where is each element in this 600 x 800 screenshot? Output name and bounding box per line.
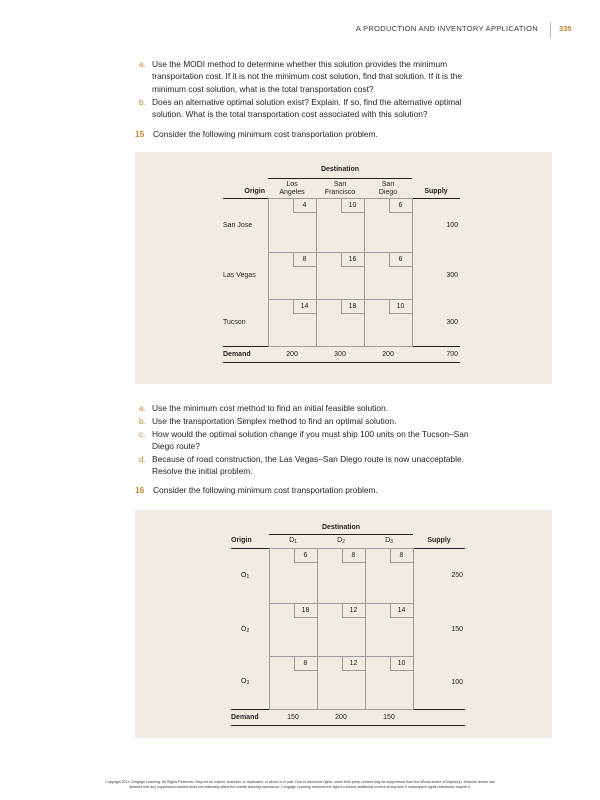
q16-origin-o2	[231, 603, 269, 656]
q15-supply-value: 300	[446, 272, 458, 279]
running-header-title: A PRODUCTION AND INVENTORY APPLICATION	[355, 24, 538, 33]
q15-cell	[316, 299, 364, 346]
footer-line: Copyright 2014 Cengage Learning. All Rights Reserved. May not be copied, scanned, or duplicated, in whole or in part. Due to electronic rights, some third party content may be suppressed from the eBook and/or eChapter(s). Editorial review has	[105, 780, 495, 784]
q15-a-line: Use the minimum cost method to find an initial feasible solution.	[152, 403, 389, 413]
q15-dest2-line: Francisco	[324, 189, 356, 196]
q16-cost-box: 18	[294, 604, 317, 618]
q15-cell	[364, 198, 412, 252]
q15-part-a	[139, 402, 552, 414]
q15-prompt: Consider the following minimum cost transportation problem.	[153, 129, 378, 139]
q16-prompt: Consider the following minimum cost transportation problem.	[153, 485, 378, 495]
q15-a-label: a.	[139, 403, 146, 413]
q15-dest-los-angeles	[268, 178, 316, 198]
running-header	[0, 24, 600, 38]
q16-origin-letter: O	[241, 625, 247, 633]
q15-supply-value: 100	[446, 221, 458, 229]
q15-demand-value: 200	[382, 350, 394, 358]
q15-cell	[268, 299, 316, 346]
q16-cell	[365, 603, 413, 656]
q15-dest3-line: Diego	[378, 189, 398, 196]
q15-cost-box: 10	[389, 300, 412, 314]
q16-table-panel	[135, 510, 552, 738]
q16-origin-sub: 2	[246, 627, 250, 634]
q15-c-line: Diego route?	[152, 441, 200, 452]
q15-supply-value: 300	[446, 318, 458, 326]
q16-origin-sub: 1	[246, 573, 250, 580]
q15-part-d	[139, 453, 552, 478]
q16-cost-box: 8	[294, 657, 317, 671]
q14-part-b	[139, 96, 552, 121]
q15-destination-label: Destination	[320, 166, 360, 173]
footer-line: deemed that any suppressed content does not materially affect the overall learning experience. Cengage Learning reserves the right to remove additional content at any time if subsequent rights restrictions require it.	[129, 785, 471, 790]
q15-cost-box: 18	[341, 300, 364, 314]
q16-dest-d1	[269, 534, 317, 548]
q15-dest-san-diego	[364, 178, 412, 198]
q15-origin-san-jose: San Jose	[223, 221, 253, 229]
q15-cell	[316, 198, 364, 252]
copyright-footer	[35, 780, 565, 791]
q15-demand-value: 200	[286, 350, 298, 358]
q16-demand-value: 150	[287, 713, 299, 721]
q15-cost-box: 10	[341, 199, 364, 213]
q16-cost-box: 14	[390, 604, 413, 618]
q15-supply-label: Supply	[424, 187, 448, 195]
q16-cost-box: 12	[342, 657, 365, 671]
q14-a-label: a.	[139, 59, 146, 69]
q16-supply-label: Supply	[427, 537, 451, 545]
q16-cell	[317, 548, 365, 603]
q16-number: 16	[135, 485, 145, 495]
q16-cost-box: 6	[294, 549, 317, 563]
q16-origin-o3	[231, 656, 269, 709]
q16-cell	[269, 656, 317, 709]
q14-b-line: Does an alternative optimal solution exist? Explain. If so, find the alternative optimal	[152, 97, 462, 107]
q16-cost-box: 10	[390, 657, 413, 671]
q16-dest-d2	[317, 534, 365, 548]
q16-cost-box: 12	[342, 604, 365, 618]
q15-dest1-line: Angeles	[279, 189, 305, 196]
q15-part-b	[139, 415, 552, 427]
q15-cost-box: 8	[293, 253, 316, 267]
q16-cell	[365, 656, 413, 709]
q15-cell	[316, 252, 364, 299]
q15-origin-label: Origin	[244, 187, 265, 195]
q14-part-a	[139, 58, 552, 95]
q15-number: 15	[135, 129, 145, 139]
q15-cell	[364, 299, 412, 346]
q16-supply-value: 250	[451, 572, 463, 580]
q16-dest-d3	[365, 534, 413, 548]
q14-a-line: minimum cost solution, what is the total transportation cost?	[152, 83, 374, 94]
q15-d-line: Because of road construction, the Las Vegas–San Diego route is now unacceptable.	[152, 454, 464, 464]
q15-b-label: b.	[139, 416, 146, 426]
q15-b-line: Use the transportation Simplex method to find an optimal solution.	[152, 416, 397, 426]
header-divider	[550, 22, 551, 38]
q16-destination-label: Destination	[321, 524, 361, 531]
q15-cost-box: 6	[389, 253, 412, 267]
q16-cell	[269, 603, 317, 656]
q16-cell	[365, 548, 413, 603]
q16-demand-value: 200	[335, 713, 347, 721]
q16-dest-letter: D	[337, 537, 343, 544]
q15-cost-box: 6	[389, 199, 412, 213]
q16-cell	[317, 656, 365, 709]
q16-dest-letter: D	[289, 537, 295, 544]
q15-cell	[268, 198, 316, 252]
q15-dest3-line: San	[381, 180, 395, 188]
q14-b-label: b.	[139, 97, 146, 107]
q16-cell	[317, 603, 365, 656]
q15-demand-value: 300	[334, 350, 346, 358]
q15-total: 700	[446, 350, 458, 358]
q16-dest-sub: 3	[390, 539, 393, 545]
q15-d-line: Resolve the initial problem.	[152, 466, 253, 477]
q15-cell	[268, 252, 316, 299]
q16-dest-letter: D	[385, 537, 391, 544]
q15-c-line: How would the optimal solution change if you must ship 100 units on the Tucson–San	[152, 429, 469, 439]
q14-a-line: Use the MODI method to determine whether this solution provides the minimum	[152, 59, 448, 69]
q16-supply-value: 100	[451, 678, 463, 686]
q15-dest-san-francisco	[316, 178, 364, 198]
q16-supply-value: 150	[451, 626, 463, 633]
q16-demand-value: 150	[383, 713, 395, 721]
q15-dest2-line: San	[333, 180, 347, 188]
q14-a-line: transportation cost. If it is not the minimum cost solution, find that solution. If it is the	[152, 71, 463, 82]
q16-origin-o1	[231, 548, 269, 603]
q16-cost-box: 8	[342, 549, 365, 563]
q16-cost-box: 8	[390, 549, 413, 563]
q16-cell	[269, 548, 317, 603]
q15-cell	[364, 252, 412, 299]
page-number: 335	[559, 24, 572, 33]
q16-transport-table	[231, 524, 465, 726]
q16-demand-label: Demand	[231, 713, 259, 721]
q15-d-label: d.	[139, 454, 146, 464]
q15-transport-table	[223, 166, 460, 363]
q15-c-label: c.	[139, 429, 146, 439]
q15-cost-box: 4	[293, 199, 316, 213]
q16-origin-letter: O	[241, 571, 247, 579]
q16-dest-sub: 2	[342, 539, 345, 545]
q16-origin-label: Origin	[231, 537, 252, 545]
q15-demand-label: Demand	[223, 350, 251, 358]
q15-cost-box: 14	[293, 300, 316, 314]
q15-dest1-line: Los	[286, 180, 298, 188]
q15-origin-tucson: Tucson	[223, 318, 246, 326]
q15-cost-box: 16	[341, 253, 364, 267]
q15-table-panel	[135, 152, 552, 384]
q16-origin-letter: O	[241, 678, 247, 686]
q15-part-c	[139, 428, 552, 453]
q16-dest-sub: 1	[294, 539, 297, 545]
q14-b-line: solution. What is the total transportation cost associated with this solution?	[152, 109, 428, 120]
q16-origin-sub: 3	[246, 680, 250, 687]
q15-origin-las-vegas: Las Vegas	[223, 272, 256, 279]
